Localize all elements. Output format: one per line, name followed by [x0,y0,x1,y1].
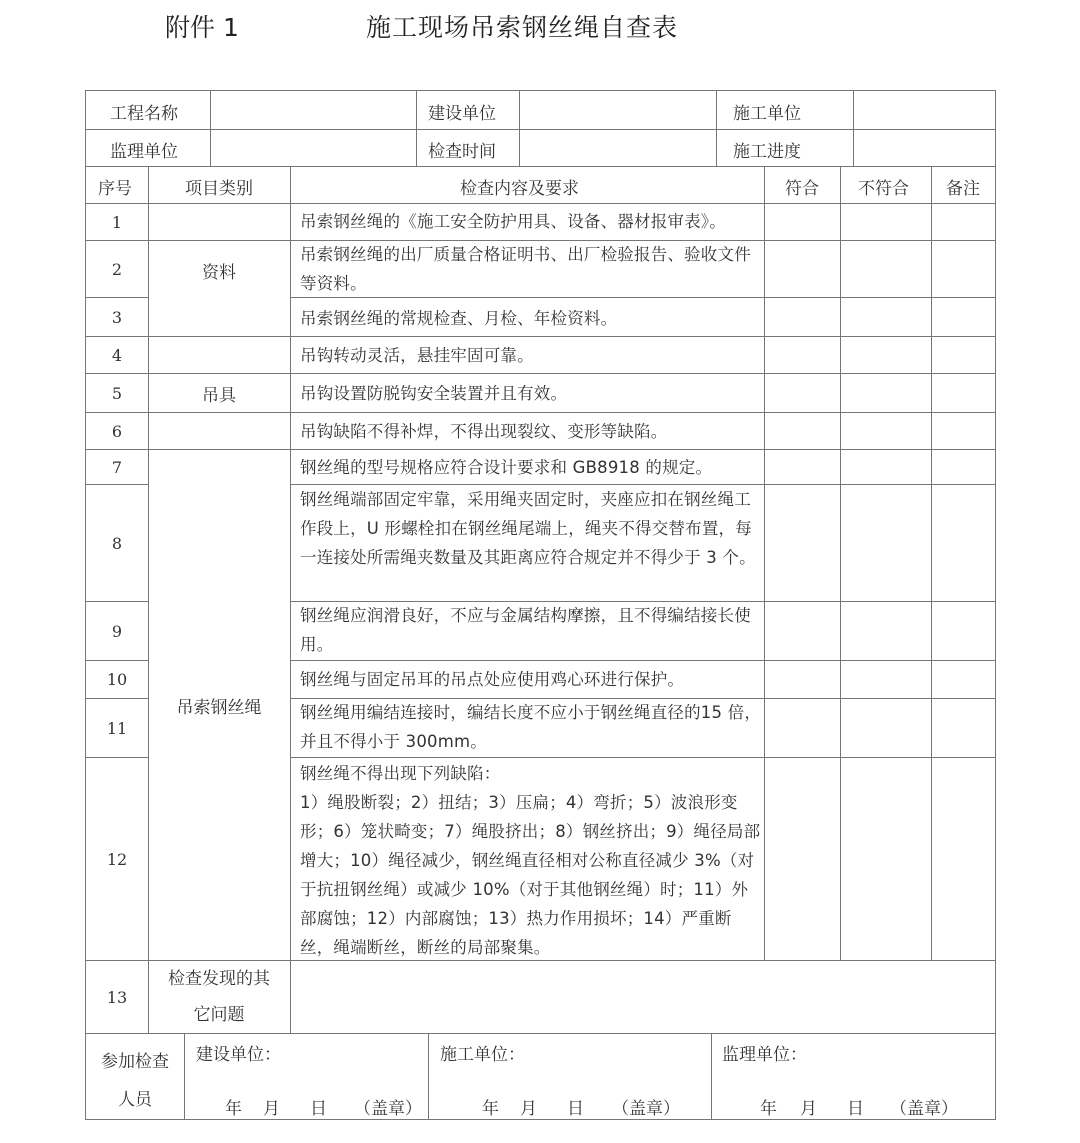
row-number: 12 [106,849,128,869]
day-label: 日 [310,1099,327,1119]
table-border [85,1119,996,1120]
project-name-label: 工程名称 [110,104,178,124]
day-label: 日 [567,1099,584,1119]
progress-field[interactable] [854,130,995,166]
row-number: 6 [111,421,123,441]
progress-label: 施工进度 [733,142,801,162]
column-header-category: 项目类别 [185,179,253,199]
table-rule [931,166,932,961]
category-other-issues [148,961,290,1033]
row-number: 4 [111,345,123,365]
row-number: 7 [111,457,123,477]
participants-line2: 人员 [118,1090,152,1110]
table-rule [428,1033,429,1120]
row-number: 13 [106,987,128,1007]
table-rule [184,1033,185,1120]
client-label: 建设单位 [428,104,496,124]
row-number: 11 [106,718,128,738]
column-header-fail: 不符合 [858,179,909,199]
year-label: 年 [482,1099,499,1119]
row-number: 9 [111,621,123,641]
supervisor-field[interactable] [211,130,416,166]
row-content: 吊钩缺陷不得补焊，不得出现裂纹、变形等缺陷。 [300,422,668,441]
column-header-no: 序号 [98,179,132,199]
row-content: 钢丝绳用编结连接时，编结长度不应小于钢丝绳直径的15 倍，并且不得小于 300mm。 [300,703,762,751]
month-label: 月 [520,1099,537,1119]
contractor-field[interactable] [854,91,995,129]
category-other-line2: 它问题 [193,1005,245,1025]
row-content: 吊索钢丝绳的常规检查、月检、年检资料。 [300,309,618,328]
row-number: 8 [111,533,123,553]
row-content-defects: 1）绳股断裂；2）扭结；3）压扁；4）弯折；5）波浪形变形；6）笼状畸变；7）绳股挤出；8）钢丝挤出；9）绳径局部增大；10）绳径减少，钢丝绳直径相对公称直径减少 3%（对于抗扭钢丝绳）或减少 10%（对于其他钢丝绳）时；11）外部腐蚀；12）内部腐蚀；13）热力作用损坏；14）严重断丝，绳端断丝，断丝的局部聚集。 [300,793,761,957]
project-name-field[interactable] [211,91,416,129]
table-rule [764,166,765,961]
client-field[interactable] [520,91,716,129]
category-rigging: 吊具 [202,385,236,406]
participants-label [86,1043,184,1119]
month-label: 月 [263,1099,280,1119]
category-other-line1: 检查发现的其 [168,969,270,989]
contractor-sign-label: 施工单位： [440,1045,525,1065]
inspection-time-field[interactable] [520,130,716,166]
column-header-remark: 备注 [946,179,980,199]
day-label: 日 [847,1099,864,1119]
month-label: 月 [800,1099,817,1119]
column-header-content: 检查内容及要求 [460,179,579,199]
table-rule [290,166,291,1034]
row-number: 2 [111,259,123,279]
row-number: 1 [111,212,123,232]
table-rule [85,166,996,167]
supervisor-sign-label: 监理单位： [722,1045,807,1065]
table-rule [716,90,717,167]
row-content: 吊索钢丝绳的《施工安全防护用具、设备、器材报审表》。 [300,212,726,231]
client-sign-label: 建设单位： [196,1045,281,1065]
row-content: 吊钩转动灵活，悬挂牢固可靠。 [300,346,534,365]
category-docs: 资料 [202,262,236,283]
table-rule [290,757,996,758]
supervisor-label: 监理单位 [110,142,178,162]
category-wire-rope: 吊索钢丝绳 [176,697,262,718]
seal-label: （盖章） [354,1099,422,1119]
contractor-label: 施工单位 [733,104,801,124]
participants-line1: 参加检查 [101,1052,169,1072]
year-label: 年 [225,1099,242,1119]
table-border [995,90,996,1120]
row-number: 10 [106,670,128,689]
row-content: 吊钩设置防脱钩安全装置并且有效。 [300,384,568,403]
seal-label: （盖章） [890,1099,958,1119]
table-rule [711,1033,712,1120]
year-label: 年 [760,1099,777,1119]
seal-label: （盖章） [612,1099,680,1119]
row-content: 钢丝绳应润滑良好，不应与金属结构摩擦，且不得编结接长使用。 [300,606,751,654]
row-content-heading: 钢丝绳不得出现下列缺陷： [300,764,501,783]
inspection-time-label: 检查时间 [428,142,496,162]
row-number: 5 [111,383,123,403]
title-row [0,8,1080,48]
row-number: 3 [111,307,123,327]
attachment-label: 附件 1 [165,13,239,42]
table-rule [416,90,417,167]
document-title: 施工现场吊索钢丝绳自查表 [366,13,679,42]
row-content: 钢丝绳的型号规格应符合设计要求和 GB8918 的规定。 [300,458,713,477]
row-content: 钢丝绳与固定吊耳的吊点处应使用鸡心环进行保护。 [300,670,685,689]
row-content: 钢丝绳端部固定牢靠，采用绳夹固定时，夹座应扣在钢丝绳工作段上，U 形螺栓扣在钢丝绳尾端上，绳夹不得交替布置，每一连接处所需绳夹数量及其距离应符合规定并不得少于 3 个。 [300,490,756,567]
table-rule [290,660,996,661]
row-content: 吊索钢丝绳的出厂质量合格证明书、出厂检验报告、验收文件等资料。 [300,245,751,293]
table-rule [85,1033,996,1034]
table-rule [840,166,841,961]
column-header-pass: 符合 [785,179,819,199]
other-issues-field[interactable] [291,961,995,1033]
